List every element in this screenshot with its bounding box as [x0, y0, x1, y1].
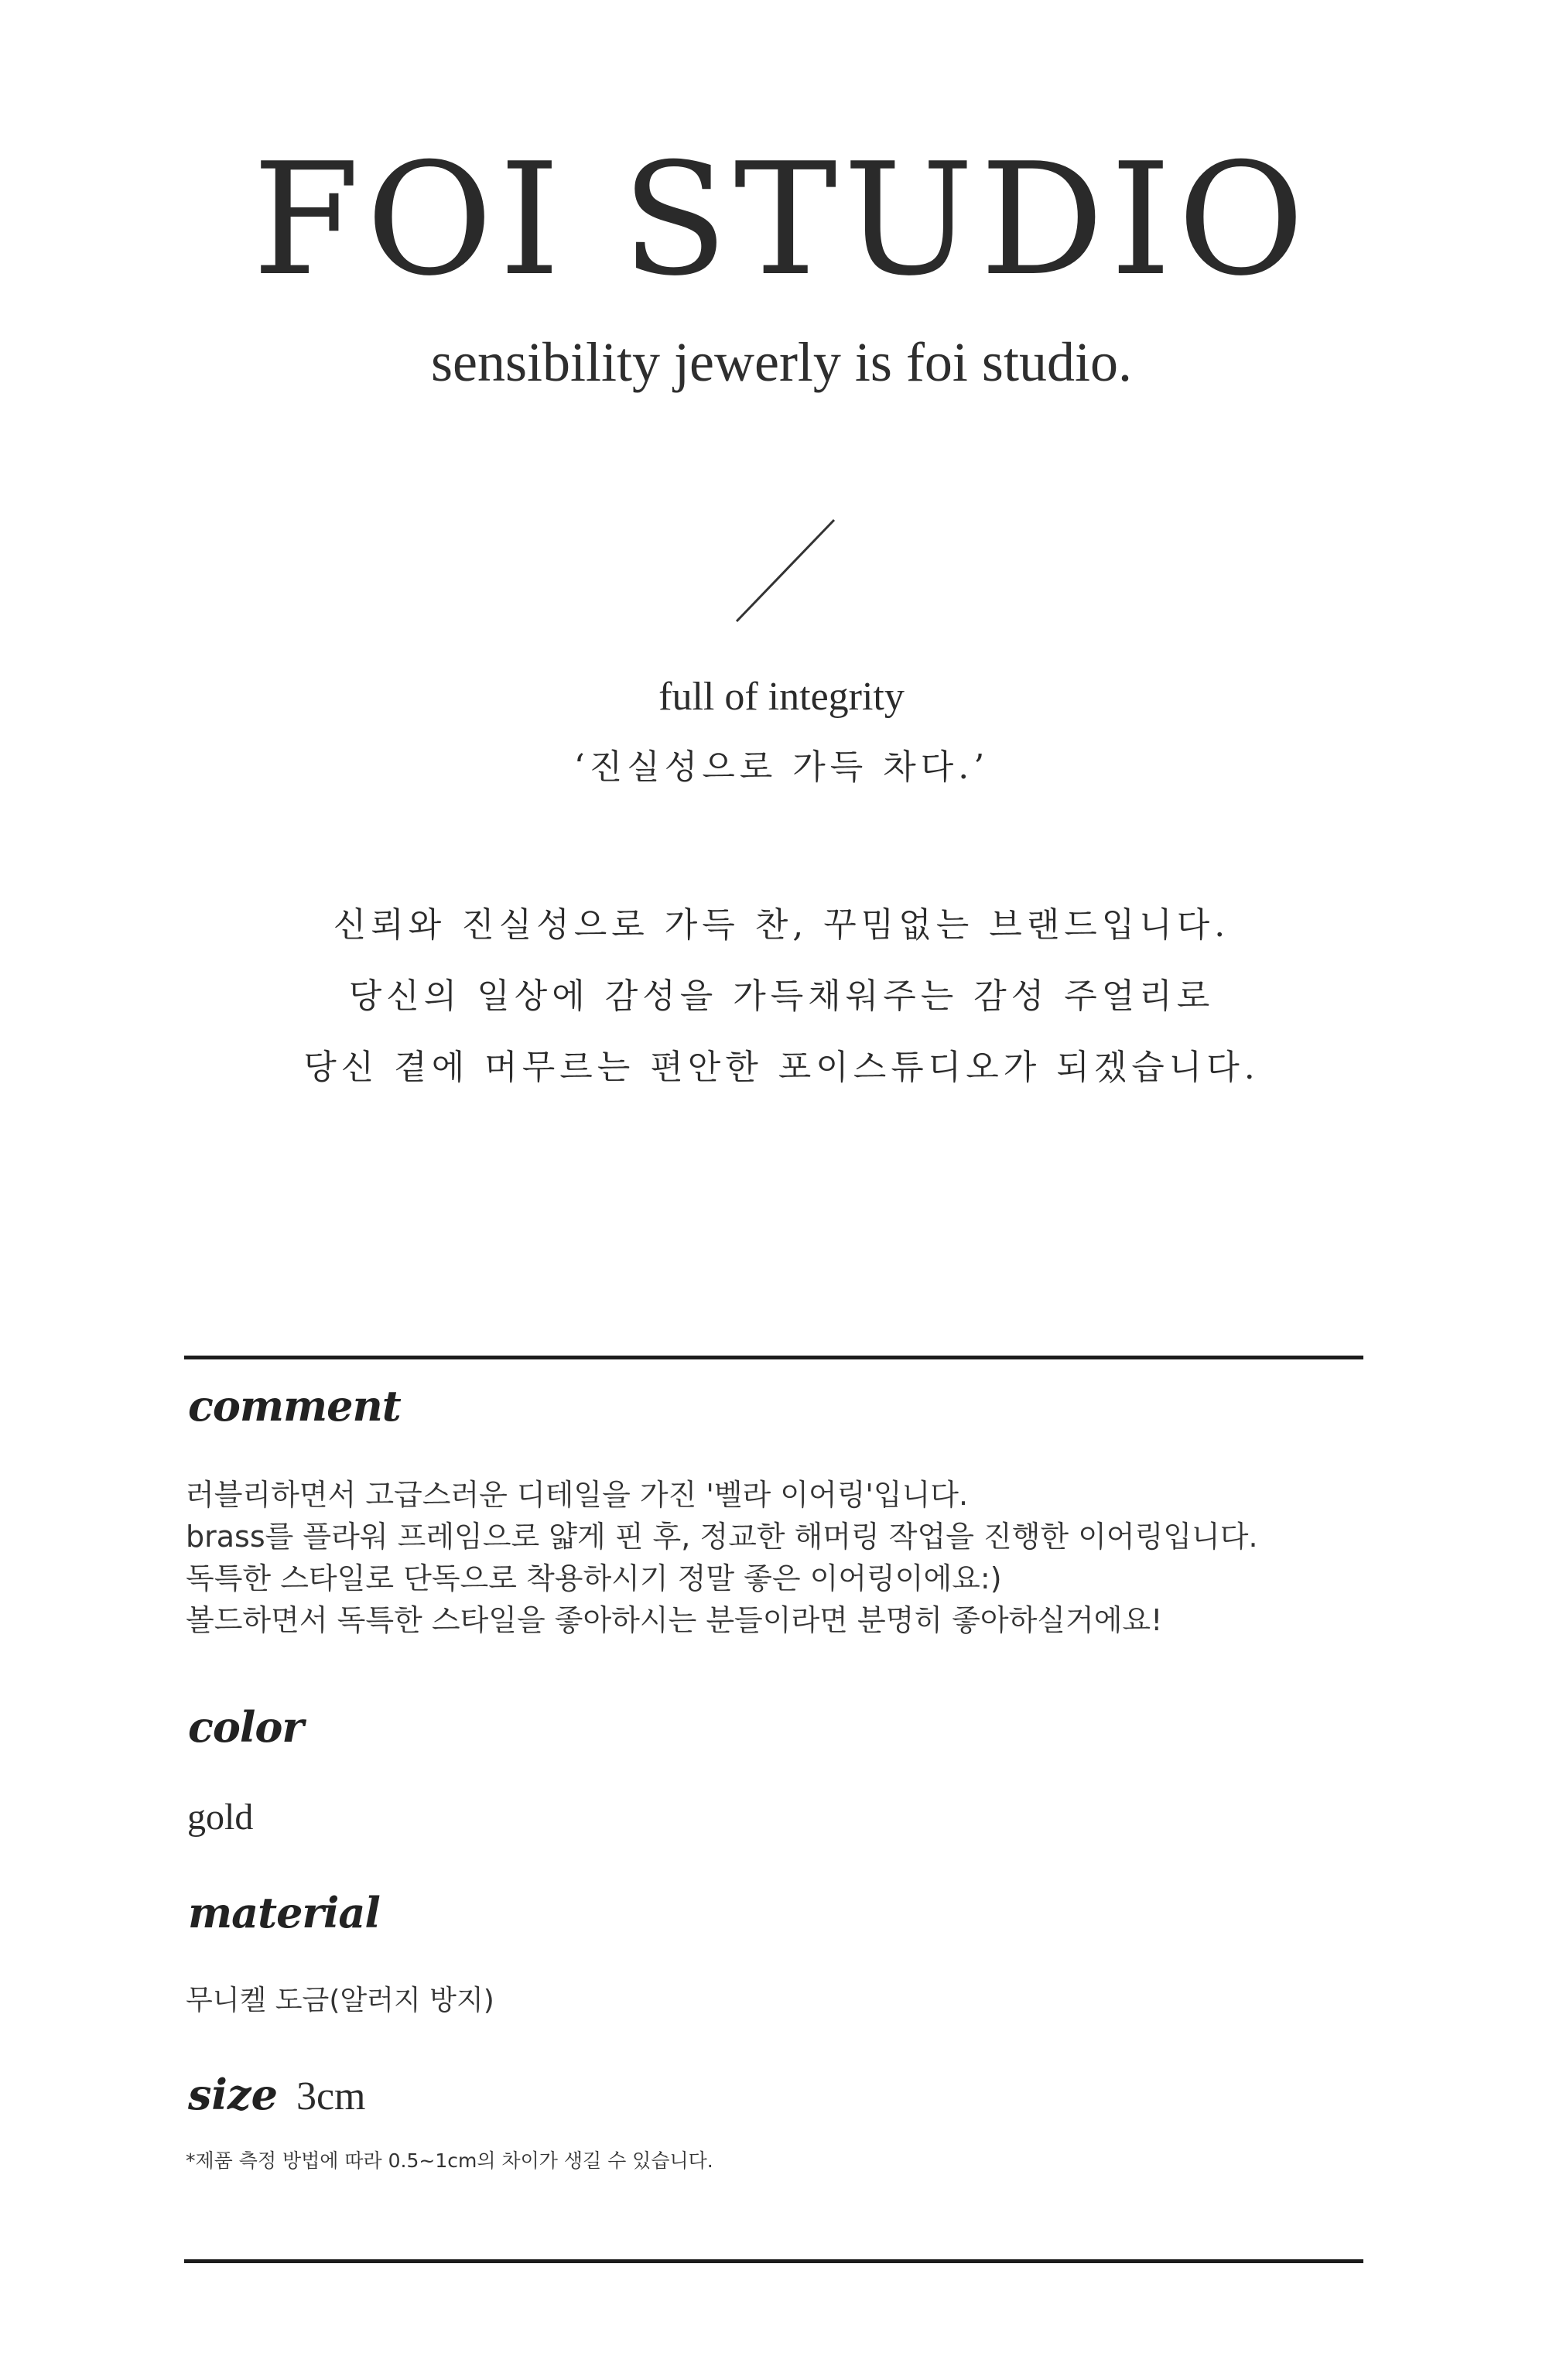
- size-value: 3cm: [296, 2074, 366, 2118]
- intro-line: 신뢰와 진실성으로 가득 찬, 꾸밈없는 브랜드입니다.: [333, 905, 1230, 945]
- color-value: gold: [187, 1797, 254, 1838]
- intro-line: 당신 곁에 머무르는 편안한 포이스튜디오가 되겠습니다.: [303, 1048, 1260, 1087]
- brand-intro: [0, 890, 1563, 1103]
- intro-line: 당신의 일상에 감성을 가득채워주는 감성 주얼리로: [348, 976, 1215, 1016]
- comment-heading: comment: [188, 1381, 401, 1431]
- material-heading: material: [188, 1888, 380, 1937]
- comment-line: 볼드하면서 독특한 스타일을 좋아하시는 분들이라면 분명히 좋아하실거에요!: [186, 1603, 1163, 1637]
- size-heading: size: [188, 2070, 278, 2119]
- slash-divider: [735, 518, 836, 623]
- size-row: [188, 2070, 366, 2119]
- comment-line: 독특한 스타일로 단독으로 착용하시기 정말 좋은 이어링이에요:): [186, 1561, 1002, 1595]
- comment-body: [186, 1474, 1258, 1641]
- color-heading: color: [188, 1702, 303, 1752]
- brand-tagline: sensibility jewerly is foi studio.: [431, 331, 1132, 393]
- material-value: 무니켈 도금(알러지 방지): [186, 1985, 494, 2016]
- comment-line: brass를 플라워 프레임으로 얇게 핀 후, 정교한 해머링 작업을 진행한 이어링입니다.: [186, 1520, 1258, 1554]
- brand-title: FOI STUDIO: [252, 130, 1311, 310]
- bottom-divider: [184, 2259, 1363, 2263]
- motto-korean: ‘진실성으로 가득 차다.’: [573, 747, 990, 787]
- top-divider: [184, 1356, 1363, 1359]
- motto-english: full of integrity: [658, 675, 905, 719]
- size-note: *제품 측정 방법에 따라 0.5~1cm의 차이가 생길 수 있습니다.: [186, 2149, 713, 2172]
- comment-line: 러블리하면서 고급스러운 디테일을 가진 '벨라 이어링'입니다.: [186, 1478, 969, 1512]
